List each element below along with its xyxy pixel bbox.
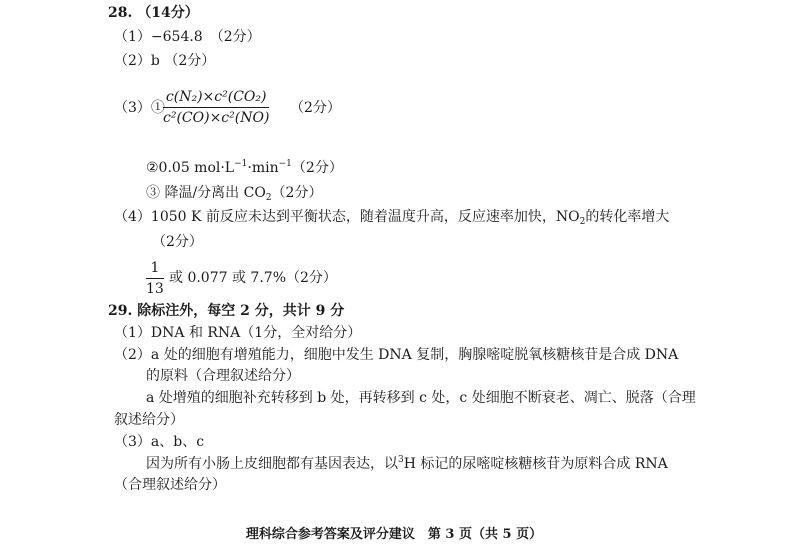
part3-text-a: 因为所有小肠上皮细胞都有基因表达，以 (146, 456, 398, 472)
q29-part3-line3: （合理叙述给分） (114, 477, 226, 493)
measure-text: ③ 降温/分离出 CO (146, 185, 266, 201)
rate-exp-1: −1 (234, 159, 248, 169)
q28-part3-score: （2分） (290, 100, 341, 116)
q28-part3-prefix: （3）① (114, 100, 165, 116)
conversion-denominator: 13 (146, 281, 164, 297)
q28-part2: （2）b （2分） (114, 53, 216, 69)
conversion-fraction (146, 258, 164, 299)
q28-part4-score: （2分） (152, 234, 203, 250)
q29-part2-line1: （2）a 处的细胞有增殖能力，细胞中发生 DNA 复制，胸腺嘧啶脱氧核糖核苷是合成 DNA (114, 347, 679, 363)
q29-part2-line3: a 处增殖的细胞补充转移到 b 处，再转移到 c 处，c 处细胞不断衰老、凋亡、脱落（合理 (146, 390, 696, 406)
q28-part4-answer: 或 0.077 或 7.7%（2分） (169, 270, 337, 286)
part4-subscript: 2 (579, 217, 586, 227)
rate-exp-2: −1 (278, 159, 292, 169)
q28-header: 28. （14分） (108, 5, 199, 21)
fraction-numerator: c(N₂)×c²(CO₂) (163, 87, 269, 108)
q28-part1: （1）−654.8 （2分） (114, 29, 261, 45)
q29-part1: （1）DNA 和 RNA（1分，全对给分） (114, 325, 362, 341)
isotope-superscript: 3 (398, 455, 404, 465)
q29-part2-line4: 叙述给分） (114, 412, 184, 428)
page-footer: 理科综合参考答案及评分建议 第 3 页（共 5 页） (245, 527, 543, 542)
q29-header: 29. 除标注外，每空 2 分，共计 9 分 (108, 303, 345, 319)
part4-text-b: 的转化率增大 (585, 209, 670, 225)
part4-text-a: （4）1050 K 前反应未达到平衡状态，随着温度升高，反应速率加快，NO (114, 209, 580, 225)
rate-text-a: ②0.05 mol·L (146, 160, 235, 176)
q28-part4 (114, 207, 669, 227)
part3-text-b: H 标记的尿嘧啶核糖核苷为原料合成 RNA (403, 456, 668, 472)
conversion-numerator: 1 (146, 258, 164, 279)
rate-text-b: ·min (247, 160, 279, 176)
measure-subscript: 2 (265, 193, 272, 203)
q29-part2-line2: 的原料（合理叙述给分） (146, 368, 300, 384)
q29-part3-line2 (146, 454, 668, 474)
q29-part3: （3）a、b、c (114, 434, 205, 450)
q28-part3-measure (146, 183, 322, 203)
fraction-denominator: c²(CO)×c²(NO) (163, 110, 270, 126)
q28-part3-rate (146, 158, 343, 178)
rate-score: （2分） (291, 160, 343, 176)
measure-score: （2分） (271, 185, 323, 201)
equilibrium-constant-fraction (163, 87, 269, 128)
